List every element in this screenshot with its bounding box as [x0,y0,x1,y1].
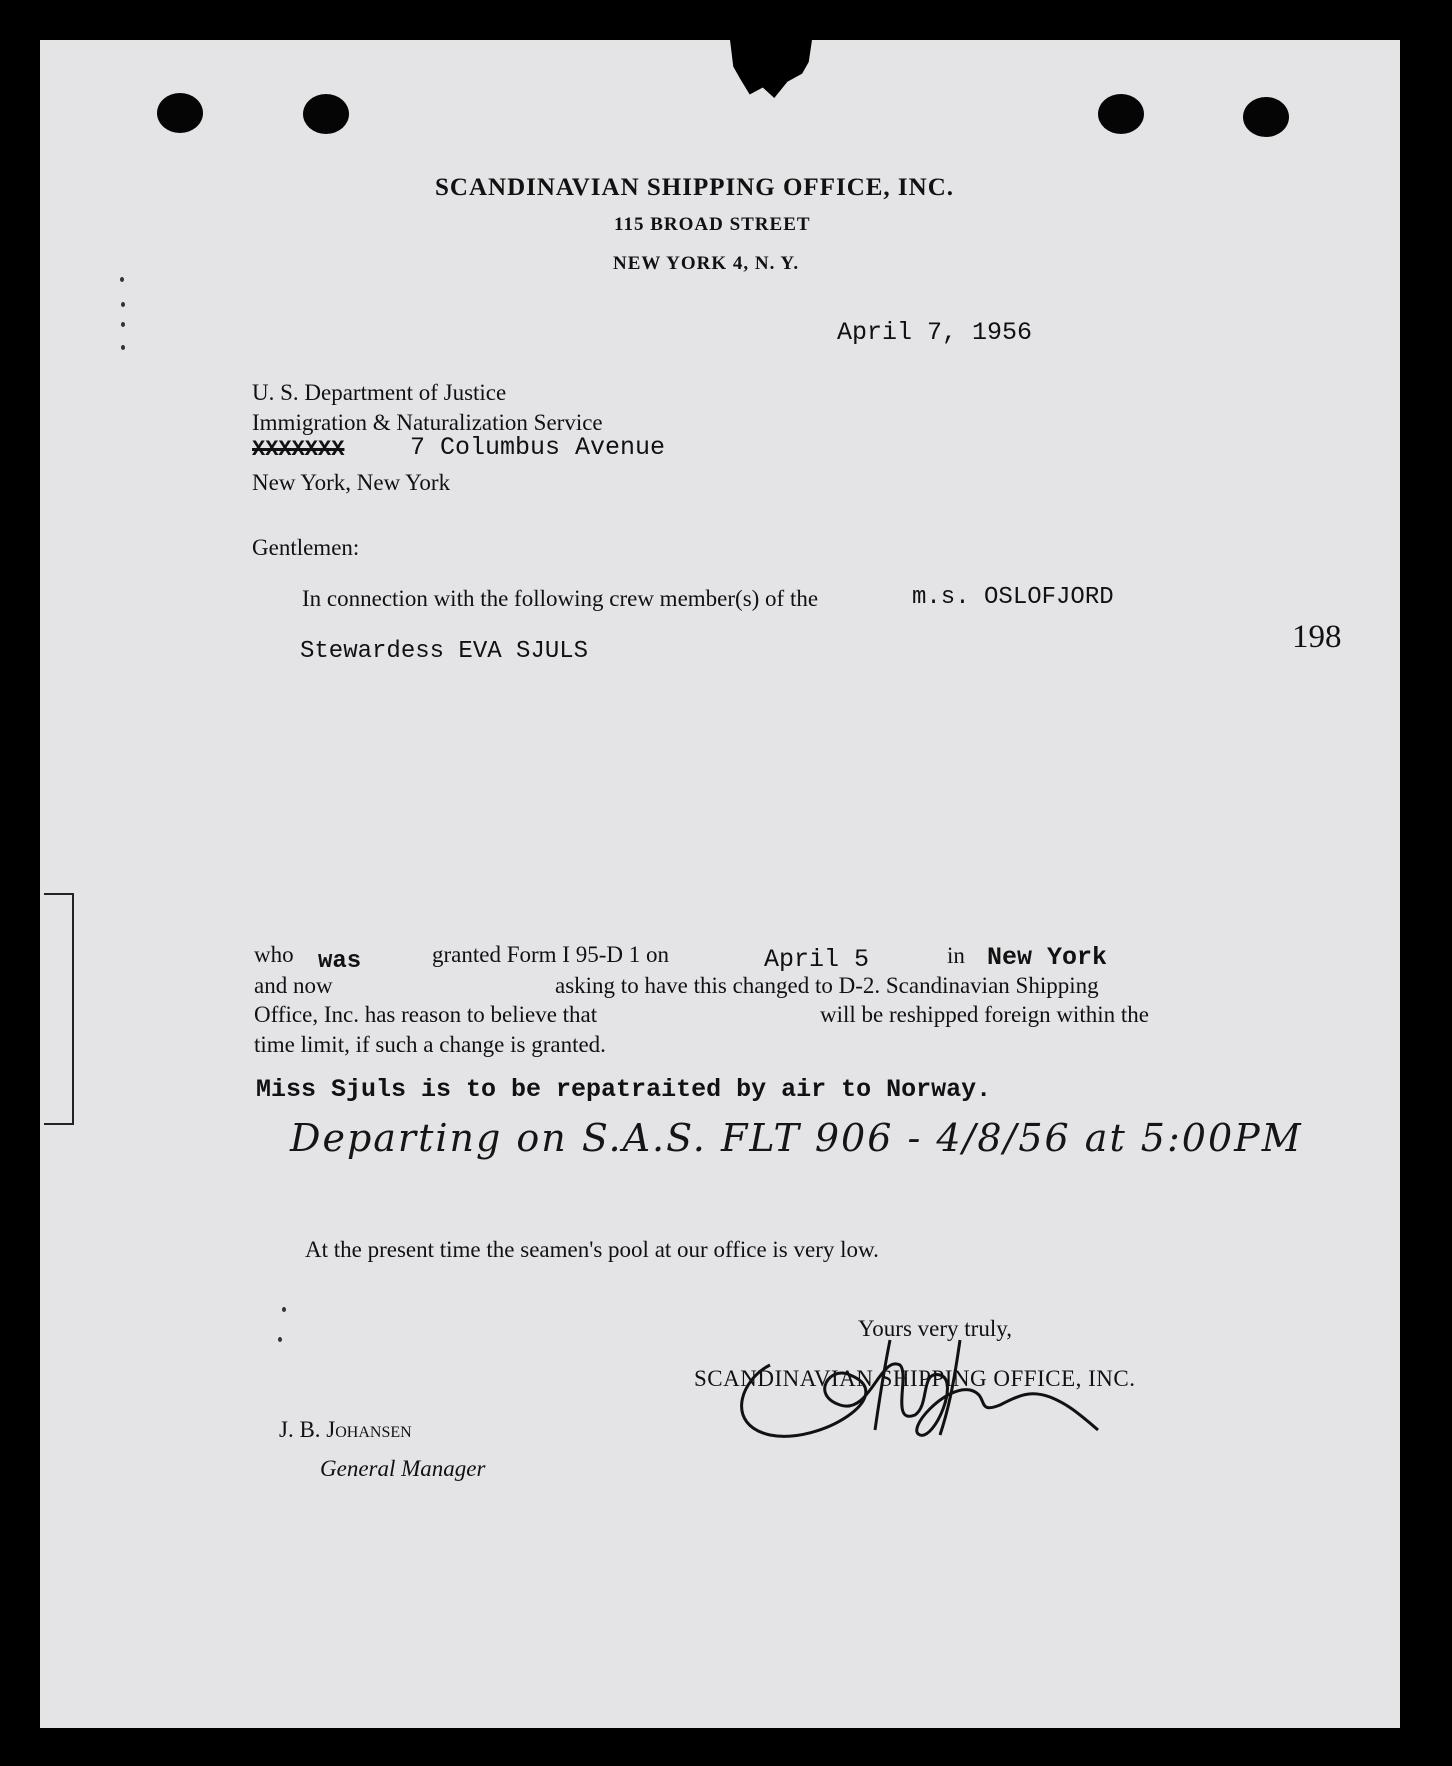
recipient-line-2: Immigration & Naturalization Service [252,410,603,435]
body-office: Office, Inc. has reason to believe that [254,1002,598,1027]
recipient-line-4: New York, New York [252,470,451,495]
handwritten-flight-note: Departing on S.A.S. FLT 906 - 4/8/56 at 5:00PM [290,1116,1303,1160]
body-reshipped: will be reshipped foreign within the [820,1002,1149,1027]
speck [121,345,125,350]
handwritten-signature [730,1335,1110,1445]
closing: Yours very truly, [858,1316,1012,1341]
recipient-line-1: U. S. Department of Justice [252,380,507,405]
vessel-name: m.s. OSLOFJORD [912,584,1114,611]
grant-place: New York [987,943,1108,972]
body-was: was [318,948,362,975]
letter-date: April 7, 1956 [837,318,1033,347]
letter-page [40,40,1400,1728]
file-number: 198 [1292,619,1342,655]
body-granted: granted Form I 95-D 1 on [432,942,669,967]
speck [121,322,125,327]
punch-hole [303,94,349,134]
pool-notice: At the present time the seamen's pool at our office is very low. [305,1237,879,1262]
body-asking: asking to have this changed to D-2. Scandinavian Shipping [555,973,1099,998]
intro-text: In connection with the following crew member(s) of the [302,586,819,611]
signatory-name: J. B. Johansen [279,1417,412,1442]
letterhead-street: 115 BROAD STREET [614,214,811,235]
salutation: Gentlemen: [252,535,360,560]
letterhead-city: NEW YORK 4, N. Y. [613,253,800,274]
signature-company: SCANDINAVIAN SHIPPING OFFICE, INC. [694,1366,1136,1391]
recipient-address: 7 Columbus Avenue [410,433,666,462]
repatriation-note: Miss Sjuls is to be repatraited by air to Norway. [256,1075,992,1104]
crew-member: Stewardess EVA SJULS [300,638,589,665]
paper-clip-mark [44,893,74,1125]
speck [121,302,125,307]
speck [282,1307,286,1312]
punch-hole [1243,97,1289,137]
body-in: in [947,943,965,968]
punch-hole [157,93,203,133]
speck [120,277,124,282]
body-time-limit: time limit, if such a change is granted. [254,1032,606,1057]
letterhead-company: SCANDINAVIAN SHIPPING OFFICE, INC. [435,174,955,201]
struck-address: XXXXXXX [252,437,345,462]
speck [278,1337,282,1342]
body-and-now: and now [254,973,333,998]
grant-date: April 5 [764,945,870,974]
punch-hole [1098,94,1144,134]
body-who: who [254,942,294,967]
signatory-title: General Manager [320,1456,486,1481]
